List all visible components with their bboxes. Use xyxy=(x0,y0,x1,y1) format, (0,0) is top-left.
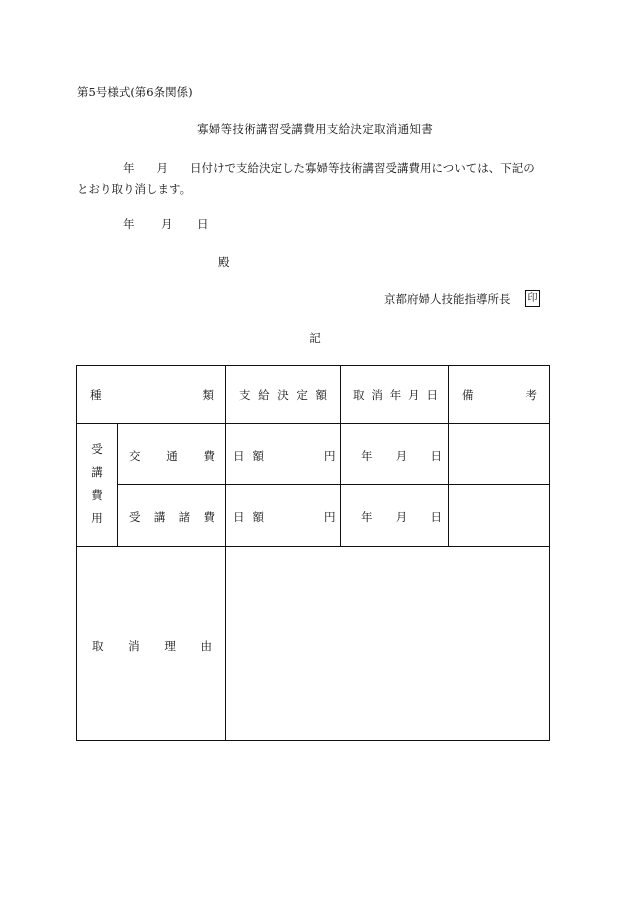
issue-day-label: 日 xyxy=(197,217,209,231)
row-item-label: 受 講 諸 費 xyxy=(129,510,215,524)
body-month: 月 xyxy=(156,161,168,175)
header-kind: 種 類 xyxy=(90,388,214,402)
table-divider xyxy=(448,366,449,546)
issue-year-label: 年 xyxy=(123,217,135,231)
row-date: 年 月 日 xyxy=(361,449,442,463)
row-amount-prefix: 日 額 xyxy=(233,449,264,463)
table-divider xyxy=(77,546,549,547)
row-amount-unit: 円 xyxy=(324,449,336,463)
body-year: 年 xyxy=(123,161,135,175)
body-text: 日付けで支給決定した寡婦等技術講習受講費用については、下記の xyxy=(190,161,535,175)
body-paragraph xyxy=(77,158,555,200)
row-date: 年 月 日 xyxy=(361,510,442,524)
body-text-line2: とおり取り消します。 xyxy=(77,182,192,196)
header-amount: 支 給 決 定 額 xyxy=(239,388,327,402)
table-divider xyxy=(117,484,549,485)
sender-name: 京都府婦人技能指導所長 xyxy=(384,292,511,306)
row-amount-unit: 円 xyxy=(324,510,336,524)
seal-mark: 印 xyxy=(525,290,540,307)
row-amount-prefix: 日 額 xyxy=(233,510,264,524)
form-number: 第5号様式(第6条関係) xyxy=(77,85,193,99)
addressee-suffix: 殿 xyxy=(218,255,230,269)
issue-month-label: 月 xyxy=(161,217,173,231)
cancellation-table xyxy=(76,365,550,741)
ki-heading: 記 xyxy=(309,331,321,345)
reason-label: 取 消 理 由 xyxy=(92,639,212,653)
table-divider xyxy=(340,366,341,546)
group-label: 受 講 費 用 xyxy=(91,442,103,525)
header-cancel-date: 取 消 年 月 日 xyxy=(353,388,438,402)
row-item-label: 交 通 費 xyxy=(129,449,215,463)
header-remarks: 備 考 xyxy=(462,388,537,402)
document-title: 寡婦等技術講習受講費用支給決定取消通知書 xyxy=(197,122,433,136)
table-divider xyxy=(77,423,549,424)
